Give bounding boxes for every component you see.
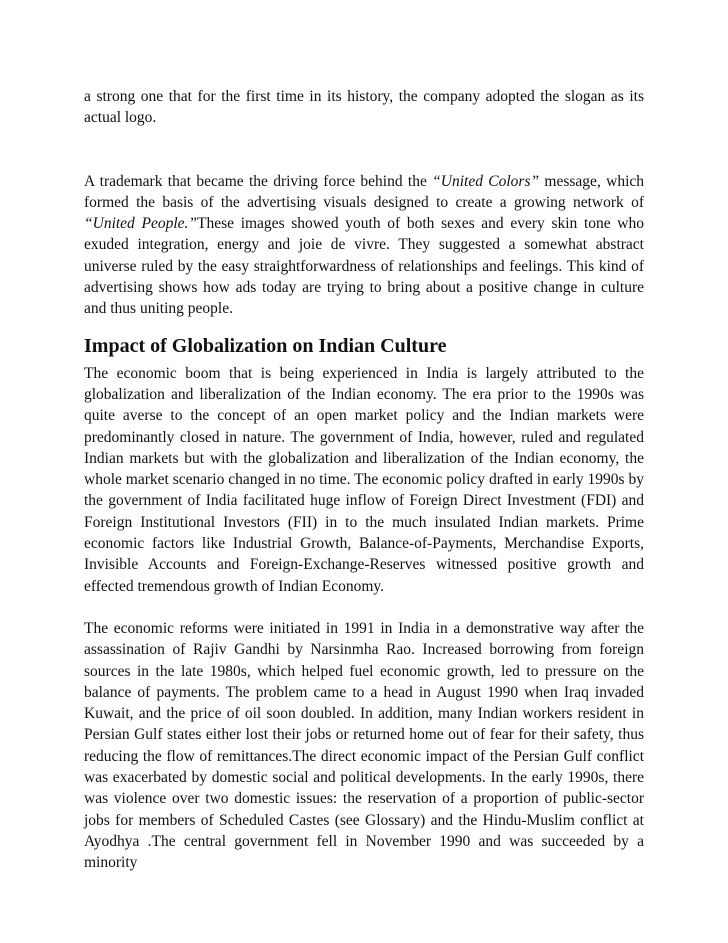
trademark-paragraph: [84, 171, 644, 320]
intro-paragraph: a strong one that for the first time in its history, the company adopted the slogan as its actual logo.: [84, 88, 644, 127]
trademark-text-3: These images showed youth of both sexes and every skin tone who exuded integration, energy and joie de vivre. They suggested a somewhat abstract universe ruled by the easy straightforwardness of relationships and feelings. This kind of advertising shows how ads today are trying to bring about a positive change in culture and thus uniting people.: [84, 215, 644, 318]
trademark-text-2: message, which formed the basis of the advertising visuals designed to create a growing network of: [84, 172, 645, 211]
united-colors-quote: “United Colors”: [432, 172, 540, 190]
united-people-quote: “United People.”: [84, 215, 198, 233]
economic-boom-paragraph: The economic boom that is being experienced in India is largely attributed to the globalization and liberalization of the Indian economy. The era prior to the 1990s was quite averse to the concept of an open market policy and the Indian markets were predominantly closed in nature. The government of India, however, ruled and regulated Indian markets but with the globalization and liberalization of the Indian economy, the whole market scenario changed in no time. The economic policy drafted in early 1990s by the government of India facilitated huge inflow of Foreign Direct Investment (FDI) and Foreign Institutional Investors (FII) in to the much insulated Indian markets. Prime economic factors like Industrial Growth, Balance-of-Payments, Merchandise Exports, Invisible Accounts and Foreign-Exchange-Reserves witnessed positive growth and effected tremendous growth of Indian Economy.: [84, 364, 644, 595]
trademark-text-1: A trademark that became the driving force behind the: [84, 172, 433, 190]
economic-reforms-paragraph: The economic reforms were initiated in 1991 in India in a demonstrative way after the assassination of Rajiv Gandhi by Narsinmha Rao. Increased borrowing from foreign sources in the late 1980s, which helped fuel economic growth, led to pressure on the balance of payments. The problem came to a head in August 1990 when Iraq invaded Kuwait, and the price of oil soon doubled. In addition, many Indian workers resident in Persian Gulf states either lost their jobs or returned home out of fear for their safety, thus reducing the flow of remittances.The direct economic impact of the Persian Gulf conflict was exacerbated by domestic social and political developments. In the early 1990s, there was violence over two domestic issues: the reservation of a proportion of public-sector jobs for members of Scheduled Castes (see Glossary) and the Hindu-Muslim conflict at Ayodhya .The central government fell in November 1990 and was succeeded by a minority: [84, 619, 644, 872]
section-heading: Impact of Globalization on Indian Culture: [84, 334, 447, 357]
document-page: [84, 86, 644, 874]
